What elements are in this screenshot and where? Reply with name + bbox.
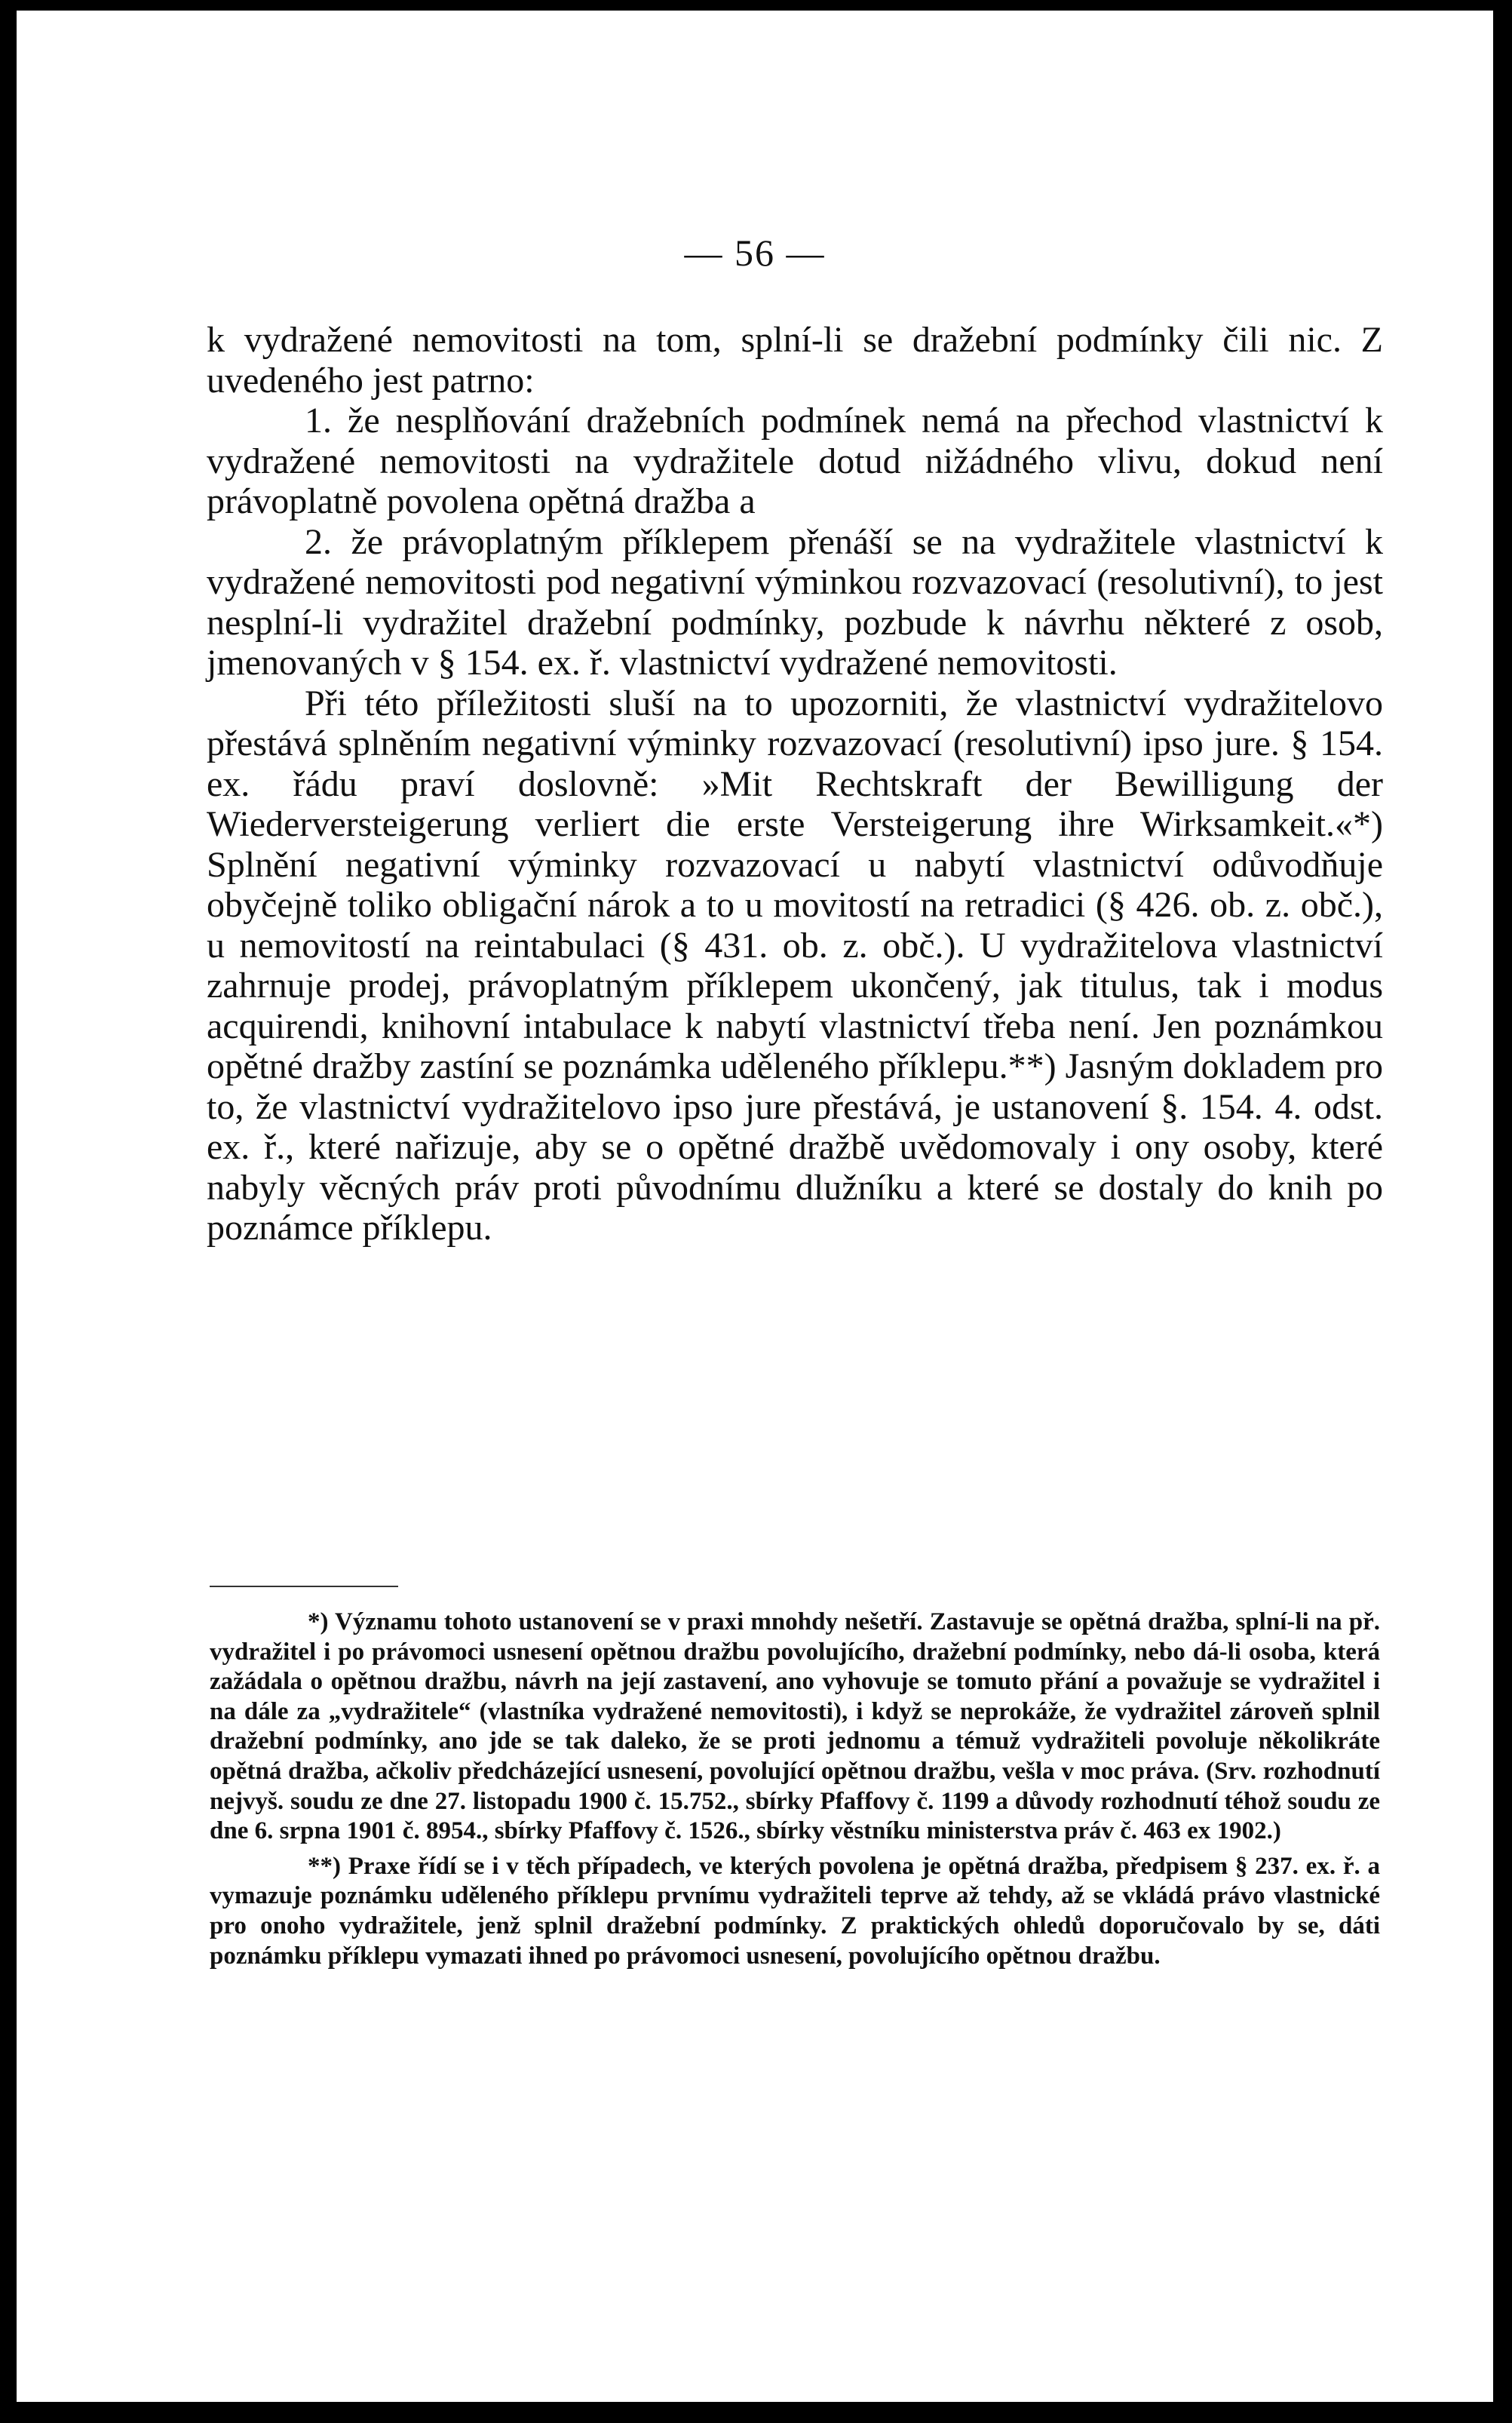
page-number: — 56 —	[684, 232, 826, 274]
paragraph-point-1: 1. že nesplňování dražebních podmínek nemá na přechod vlastnictví k vydražené nemovitosti na vydražitele dotud nižádného vlivu, dokud není právoplatně povolena opětná dražba a	[207, 401, 1383, 521]
paragraph-point-2: 2. že právoplatným příklepem přenáší se na vydražitele vlastnictví k vydražené nemovitosti pod negativní výminkou rozvazovací (resolutivní), to jest nesplní-li vydražitel dražební podmínky, pozbude k návrhu některé z osob, jmenovaných v § 154. ex. ř. vlastnictví vydražené nemovitosti.	[207, 521, 1383, 683]
footnote-1: *) Významu tohoto ustanovení se v praxi mnohdy nešetří. Zastavuje se opětná dražba, splní-li na př. vydražitel i po právomoci usnesení opětnou dražbu povolujícího, dražební podmínky, nebo dá-li osoba, která zažádala o opětnou dražbu, návrh na její zastavení, ano vyhovuje se tomuto přání a považuje se vydražitel i na dále za „vydražitele“ (vlastníka vydražené nemovitosti), i když se neprokáže, že vydražitel zároveň splnil dražební podmínky, ano jde se tak daleko, že se proti jednomu a témuž vydražiteli povoluje několikráte opětná dražba, ačkoliv předcházející usnesení, povolující opětnou dražbu, vešla v moc práva. (Srv. rozhodnutí nejvyš. soudu ze dne 27. listopadu 1900 č. 15.752., sbírky Pfaffovy č. 1199 a důvody rozhodnutí téhož soudu ze dne 6. srpna 1901 č. 8954., sbírky Pfaffovy č. 1526., sbírky věstníku ministerstva práv č. 463 ex 1902.)	[210, 1608, 1380, 1845]
page-sheet	[17, 11, 1493, 2402]
body-text	[207, 320, 1383, 1248]
paragraph-intro: k vydražené nemovitosti na tom, splní-li se dražební podmínky čili nic. Z uvedeného jest patrno:	[207, 320, 1383, 401]
footnote-2: **) Praxe řídí se i v těch případech, ve kterých povolena je opětná dražba, předpisem § 237. ex. ř. a vymazuje poznámku uděleného příklepu prvnímu vydražiteli teprve až tehdy, až se vkládá právo vlastnické pro onoho vydražitele, jenž splnil dražební podmínky. Z praktických ohledů doporučovalo by se, dáti poznámku příklepu vymazati ihned po právomoci usnesení, povolujícího opětnou dražbu.	[210, 1852, 1380, 1970]
paragraph-main: Při této příležitosti sluší na to upozorniti, že vlastnictví vydražitelovo přestává splněním negativní výminky rozvazovací (resolutivní) ipso jure. § 154. ex. řádu praví doslovně: »Mit Rechtskraft der Bewilligung der Wiederversteigerung verliert die erste Versteigerung ihre Wirksamkeit.«*) Splnění negativní výminky rozvazovací u nabytí vlastnictví odůvodňuje obyčejně toliko obligační nárok a to u movitostí na retradici (§ 426. ob. z. obč.), u nemovitostí na reintabulaci (§ 431. ob. z. obč.). U vydražitelova vlastnictví zahrnuje prodej, právoplatným příklepem ukončený, jak titulus, tak i modus acquirendi, knihovní intabulace k nabytí vlastnictví třeba není. Jen poznámkou opětné dražby zastíní se poznámka uděleného příklepu.**) Jasným dokladem pro to, že vlastnictví vydražitelovo ipso jure přestává, je ustanovení §. 154. 4. odst. ex. ř., které nařizuje, aby se o opětné dražbě uvědomovaly i ony osoby, které nabyly věcných práv proti původnímu dlužníku a které se dostaly do knih po poznámce příklepu.	[207, 683, 1383, 1248]
footnote-divider	[210, 1586, 398, 1587]
footnotes	[210, 1608, 1380, 1971]
